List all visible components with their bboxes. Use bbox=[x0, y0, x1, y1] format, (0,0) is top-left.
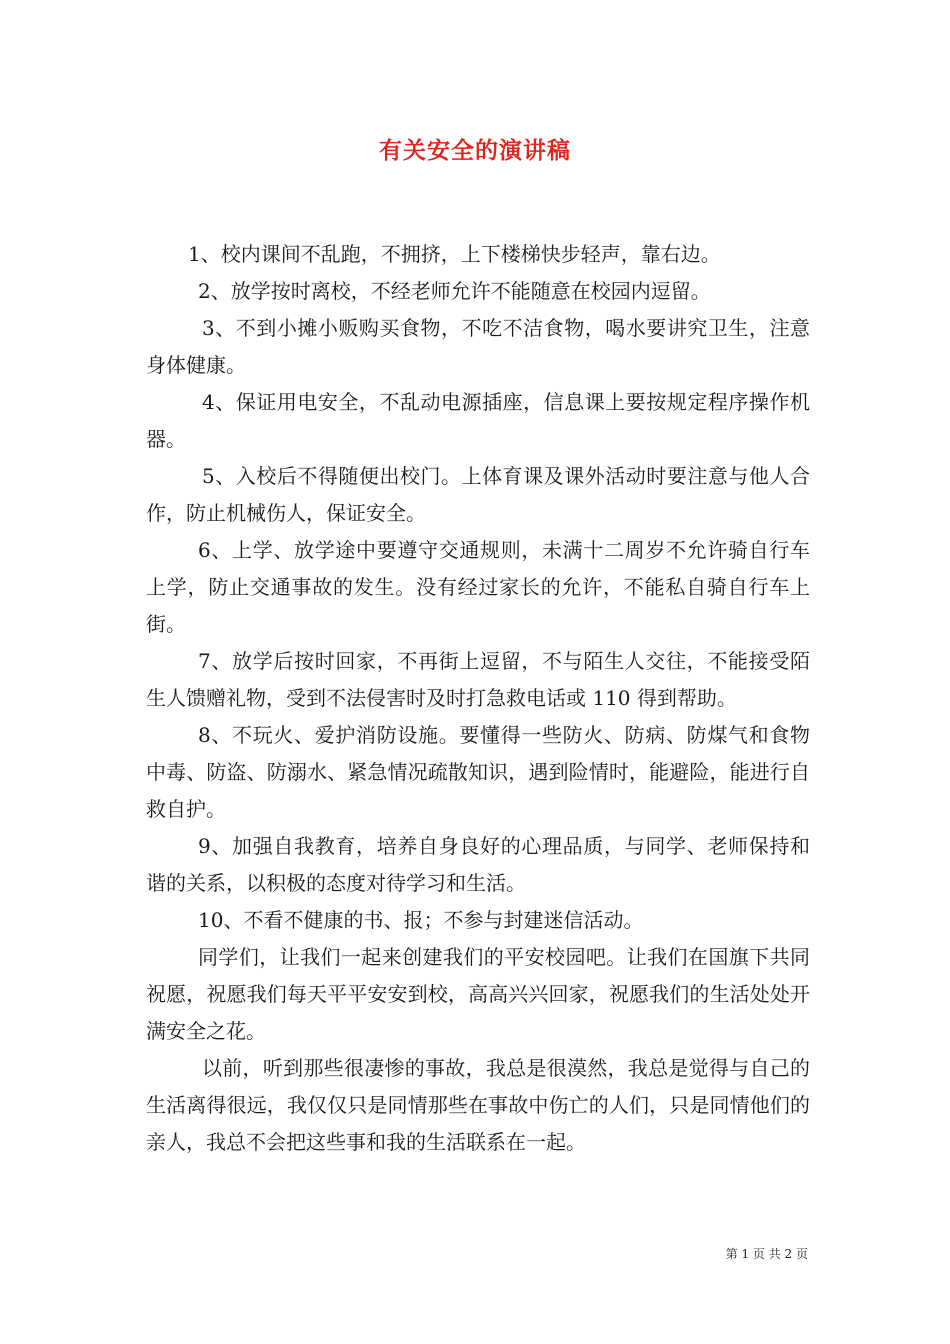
paragraph-10: 10、不看不健康的书、报；不参与封建迷信活动。 bbox=[198, 908, 644, 932]
paragraph-7: 7、放学后按时回家，不再街上逗留，不与陌生人交往，不能接受陌生人馈赠礼物，受到不法侵害时及时打急救电话或 110 得到帮助。 bbox=[146, 649, 810, 710]
paragraph-3: 3、不到小摊小贩购买食物，不吃不洁食物，喝水要讲究卫生，注意身体健康。 bbox=[146, 316, 810, 377]
paragraph-8: 8、不玩火、爱护消防设施。要懂得一些防火、防病、防煤气和食物中毒、防盗、防溺水、紧急情况疏散知识，遇到险情时，能避险，能进行自救自护。 bbox=[146, 723, 810, 821]
paragraph-4: 4、保证用电安全，不乱动电源插座，信息课上要按规定程序操作机器。 bbox=[146, 390, 810, 451]
document-body bbox=[146, 236, 810, 1161]
document-title: 有关安全的演讲稿 bbox=[379, 138, 571, 164]
paragraph-2: 2、放学按时离校，不经老师允许不能随意在校园内逗留。 bbox=[198, 279, 711, 303]
paragraph-11: 同学们，让我们一起来创建我们的平安校园吧。让我们在国旗下共同祝愿，祝愿我们每天平平安安到校，高高兴兴回家，祝愿我们的生活处处开满安全之花。 bbox=[146, 945, 810, 1043]
page-number: 第 1 页 共 2 页 bbox=[725, 1247, 808, 1261]
paragraph-5: 5、入校后不得随便出校门。上体育课及课外活动时要注意与他人合作，防止机械伤人，保证安全。 bbox=[146, 464, 810, 525]
paragraph-1: 1、校内课间不乱跑，不拥挤，上下楼梯快步轻声，靠右边。 bbox=[188, 242, 721, 266]
paragraph-12: 以前，听到那些很凄惨的事故，我总是很漠然，我总是觉得与自己的生活离得很远，我仅仅只是同情那些在事故中伤亡的人们，只是同情他们的亲人，我总不会把这些事和我的生活联系在一起。 bbox=[146, 1056, 810, 1154]
paragraph-6: 6、上学、放学途中要遵守交通规则，未满十二周岁不允许骑自行车上学，防止交通事故的发生。没有经过家长的允许，不能私自骑自行车上街。 bbox=[146, 538, 810, 636]
paragraph-9: 9、加强自我教育，培养自身良好的心理品质，与同学、老师保持和谐的关系，以积极的态度对待学习和生活。 bbox=[146, 834, 810, 895]
